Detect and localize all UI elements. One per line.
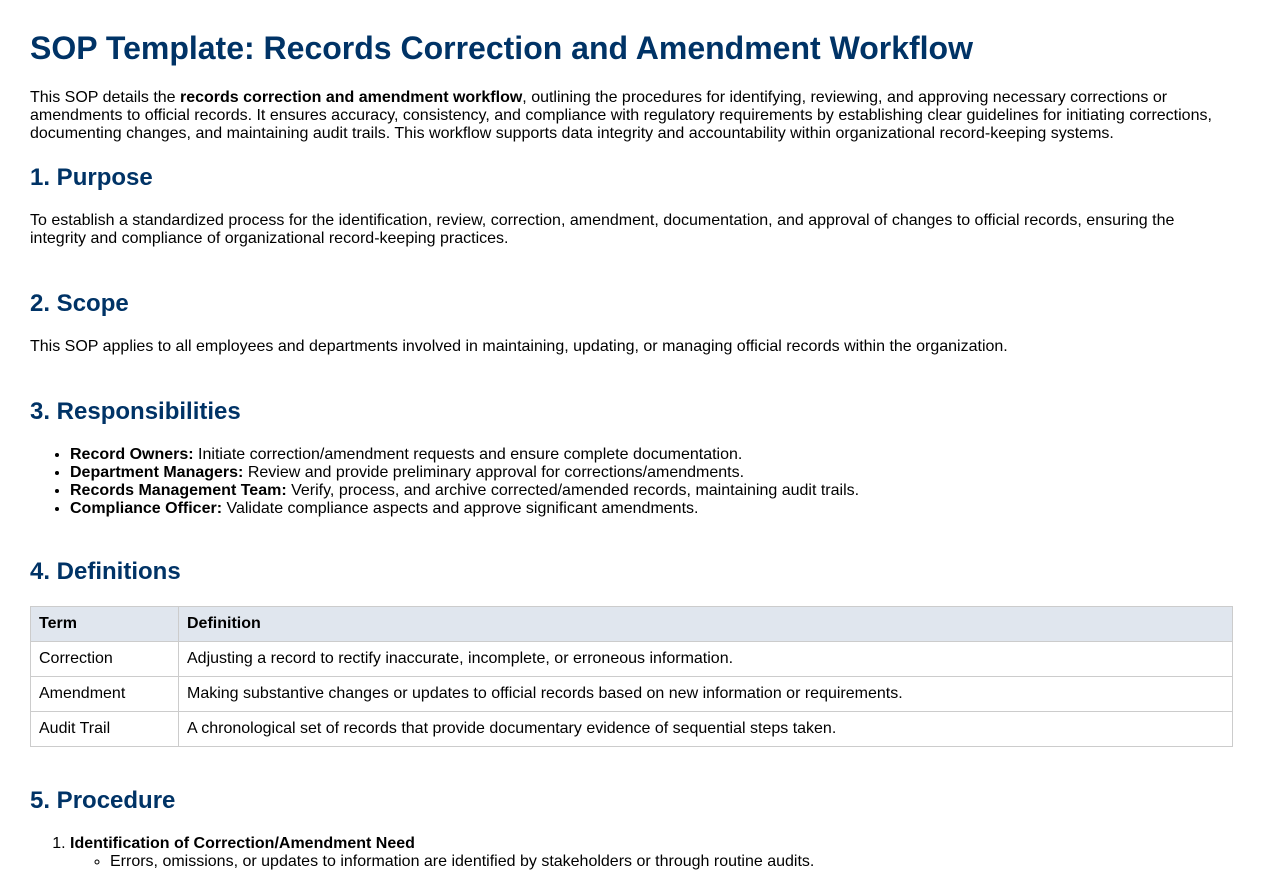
scope-heading: 2. Scope <box>30 290 129 317</box>
step-substeps <box>70 853 1233 871</box>
intro-text-rest: , outlining the procedures for identifying, reviewing, and approving necessary corrections or amendments to official records. It ensures accuracy, consistency, and compliance with regulatory requirements by establishing clear guidelines for initiating corrections, documenting changes, and maintaining audit trails. This workflow supports data integrity and accountability within organizational record-keeping systems. <box>30 89 1212 142</box>
term-cell: Correction <box>31 642 179 677</box>
list-item <box>70 500 1233 518</box>
list-item: ◦ Errors, omissions, or updates to information are identified by stakeholders or through routine audits. <box>110 853 1233 871</box>
definition-cell: A chronological set of records that provide documentary evidence of sequential steps taken. <box>179 712 1233 747</box>
list-item <box>70 482 1233 500</box>
table-row <box>31 642 1233 677</box>
table-row <box>31 712 1233 747</box>
scope-text: This SOP applies to all employees and departments involved in maintaining, updating, or managing official records within the organization. <box>30 338 1008 355</box>
column-header-definition: Definition <box>179 607 1233 642</box>
intro-text-start: This SOP details the <box>30 89 180 106</box>
definitions-table <box>30 606 1233 747</box>
intro-text-emphasis: records correction and amendment workflow <box>180 89 523 106</box>
definitions-heading: 4. Definitions <box>30 558 181 585</box>
procedure-steps <box>30 835 1233 871</box>
term-cell: Amendment <box>31 677 179 712</box>
role-description: Review and provide preliminary approval for corrections/amendments. <box>243 464 745 481</box>
procedure-heading: 5. Procedure <box>30 787 176 814</box>
role-name: Compliance Officer: <box>70 500 223 517</box>
role-name: Record Owners: <box>70 446 194 463</box>
role-name: Records Management Team: <box>70 482 287 499</box>
definition-cell: Adjusting a record to rectify inaccurate, incomplete, or erroneous information. <box>179 642 1233 677</box>
page-title: SOP Template: Records Correction and Amendment Workflow <box>30 30 973 66</box>
intro-paragraph <box>30 89 1233 143</box>
list-item <box>70 446 1233 464</box>
table-header-row <box>31 607 1233 642</box>
term-cell: Audit Trail <box>31 712 179 747</box>
step-title: Identification of Correction/Amendment Need <box>70 835 415 852</box>
table-row <box>31 677 1233 712</box>
role-description: Validate compliance aspects and approve significant amendments. <box>222 500 699 517</box>
purpose-text: To establish a standardized process for the identification, review, correction, amendment, documentation, and approval of changes to official records, ensuring the integrity and compliance of organizational record-keeping practices. <box>30 212 1175 247</box>
definition-cell: Making substantive changes or updates to official records based on new information or requirements. <box>179 677 1233 712</box>
procedure-step <box>70 835 1233 871</box>
role-description: Initiate correction/amendment requests and ensure complete documentation. <box>193 446 743 463</box>
role-name: Department Managers: <box>70 464 244 481</box>
role-description: Verify, process, and archive corrected/amended records, maintaining audit trails. <box>286 482 860 499</box>
list-item <box>70 464 1233 482</box>
column-header-term: Term <box>31 607 179 642</box>
responsibilities-heading: 3. Responsibilities <box>30 398 241 425</box>
responsibilities-list <box>30 446 1233 518</box>
purpose-heading: 1. Purpose <box>30 164 153 191</box>
